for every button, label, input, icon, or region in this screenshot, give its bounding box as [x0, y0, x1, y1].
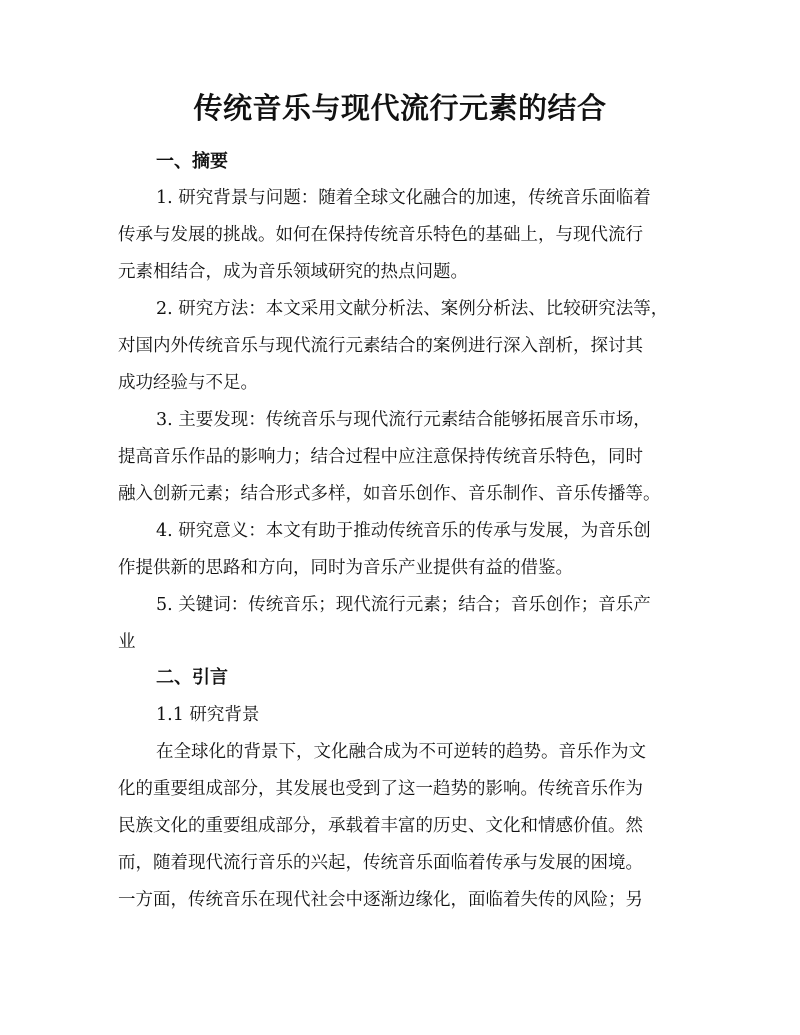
abstract-line: 传承与发展的挑战。如何在保持传统音乐特色的基础上，与现代流行: [118, 225, 643, 245]
abstract-line: 提高音乐作品的影响力；结合过程中应注意保持传统音乐特色，同时: [118, 447, 643, 467]
abstract-line: 5. 关键词：传统音乐；现代流行元素；结合；音乐创作；音乐产: [156, 595, 651, 615]
abstract-heading: 一、摘要: [156, 151, 228, 172]
intro-subheading: 1.1 研究背景: [156, 705, 260, 725]
abstract-line: 作提供新的思路和方向，同时为音乐产业提供有益的借鉴。: [118, 558, 573, 578]
abstract-line: 业: [118, 632, 136, 652]
abstract-line: 融入创新元素；结合形式多样，如音乐创作、音乐制作、音乐传播等。: [118, 484, 661, 504]
intro-line: 在全球化的背景下，文化融合成为不可逆转的趋势。音乐作为文: [156, 742, 646, 762]
page-title: 传统音乐与现代流行元素的结合: [193, 91, 607, 125]
intro-line: 一方面，传统音乐在现代社会中逐渐边缘化，面临着失传的风险；另: [118, 890, 643, 910]
abstract-line: 成功经验与不足。: [118, 373, 258, 393]
abstract-line: 1. 研究背景与问题：随着全球文化融合的加速，传统音乐面临着: [156, 188, 651, 208]
abstract-line: 4. 研究意义：本文有助于推动传统音乐的传承与发展，为音乐创: [156, 521, 651, 541]
intro-heading: 二、引言: [156, 667, 228, 688]
abstract-line: 2. 研究方法：本文采用文献分析法、案例分析法、比较研究法等，: [156, 299, 669, 319]
intro-line: 民族文化的重要组成部分，承载着丰富的历史、文化和情感价值。然: [118, 816, 643, 836]
abstract-line: 3. 主要发现：传统音乐与现代流行元素结合能够拓展音乐市场，: [156, 410, 651, 430]
abstract-line: 对国内外传统音乐与现代流行元素结合的案例进行深入剖析，探讨其: [118, 336, 643, 356]
intro-line: 而，随着现代流行音乐的兴起，传统音乐面临着传承与发展的困境。: [118, 853, 643, 873]
intro-line: 化的重要组成部分，其发展也受到了这一趋势的影响。传统音乐作为: [118, 779, 643, 799]
abstract-line: 元素相结合，成为音乐领域研究的热点问题。: [118, 262, 468, 282]
